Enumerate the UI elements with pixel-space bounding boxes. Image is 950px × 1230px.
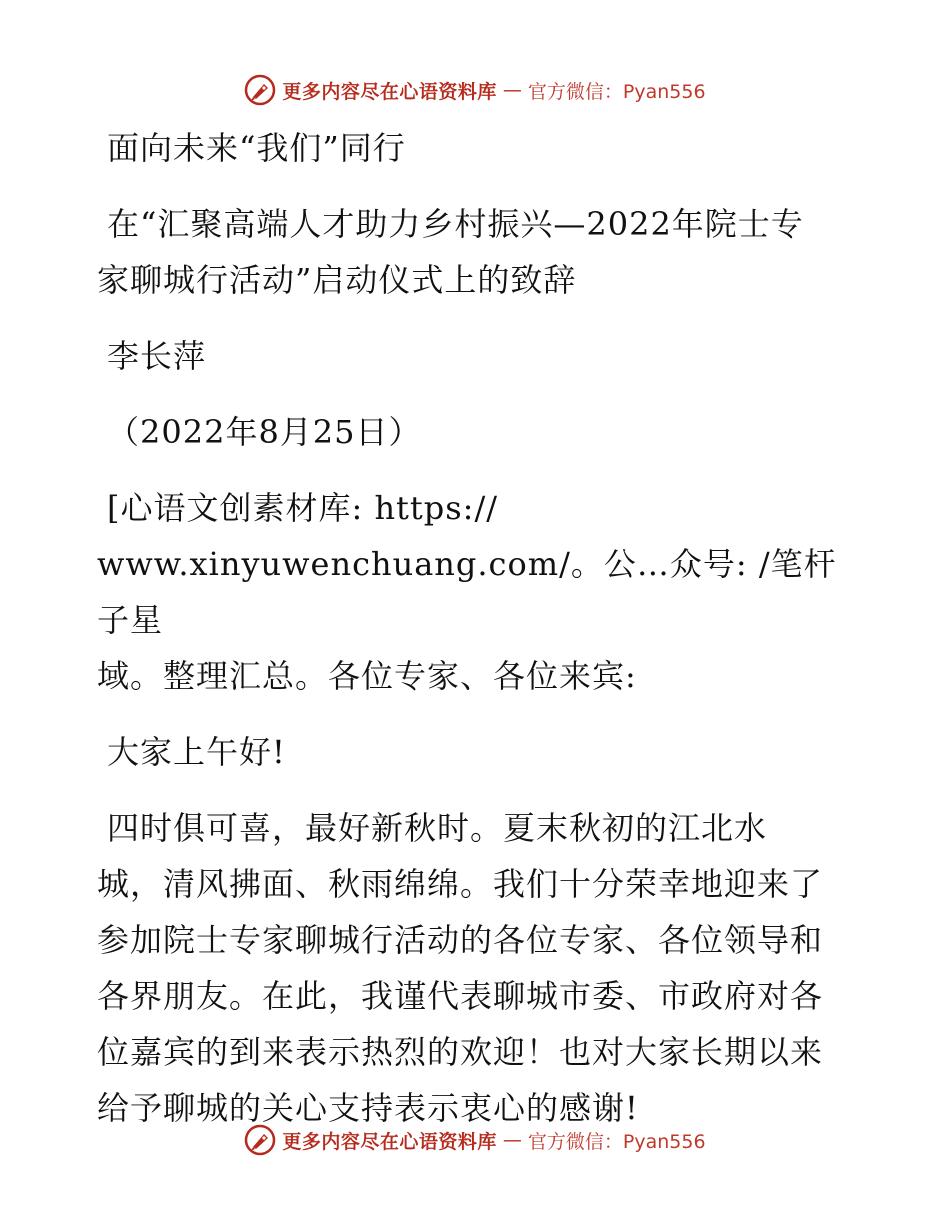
body-line: 城，清风拂面、秋雨绵绵。我们十分荣幸地迎来了 xyxy=(97,865,824,903)
author-name: 李长萍 xyxy=(107,337,207,375)
footer-banner xyxy=(0,1120,950,1160)
body-line: 各界朋友。在此，我谨代表聊城市委、市政府对各 xyxy=(97,977,824,1015)
source-line: 域。整理汇总。各位专家、各位来宾: xyxy=(97,657,637,695)
header-banner xyxy=(0,70,950,110)
subtitle-line: 在“汇聚高端人才助力乡村振兴—2022年院士专 xyxy=(107,205,804,243)
body-paragraph xyxy=(97,800,857,1136)
body-line: 四时俱可喜，最好新秋时。夏末秋初的江北水 xyxy=(107,809,768,847)
banner-promo-text: 更多内容尽在心语资料库 xyxy=(282,80,497,103)
body-line: 位嘉宾的到来表示热烈的欢迎！也对大家长期以来 xyxy=(97,1033,824,1071)
banner-wechat-id: 官方微信：Pyan556 xyxy=(527,1130,706,1153)
subtitle-line: 家聊城行活动”启动仪式上的致辞 xyxy=(97,261,577,299)
pen-nib-logo-icon xyxy=(244,1124,276,1156)
banner-separator: — xyxy=(502,1129,522,1151)
source-paragraph xyxy=(97,480,857,704)
document-body xyxy=(97,120,857,1156)
banner-wechat-id: 官方微信：Pyan556 xyxy=(527,80,706,103)
document-subtitle xyxy=(97,196,857,308)
body-line: 给予聊城的关心支持表示衷心的感谢! xyxy=(97,1089,639,1127)
speech-date: （2022年8月25日） xyxy=(107,413,422,451)
document-heading: 面向未来“我们”同行 xyxy=(107,129,406,167)
source-line: www.xinyuwenchuang.com/。公…众号: /笔杆子星 xyxy=(97,545,837,639)
greeting: 大家上午好! xyxy=(107,733,286,771)
banner-promo-text: 更多内容尽在心语资料库 xyxy=(282,1130,497,1153)
pen-nib-logo-icon xyxy=(244,74,276,106)
source-line: [心语文创素材库: https:// xyxy=(107,489,499,527)
body-line: 参加院士专家聊城行活动的各位专家、各位领导和 xyxy=(97,921,824,959)
banner-separator: — xyxy=(502,79,522,101)
